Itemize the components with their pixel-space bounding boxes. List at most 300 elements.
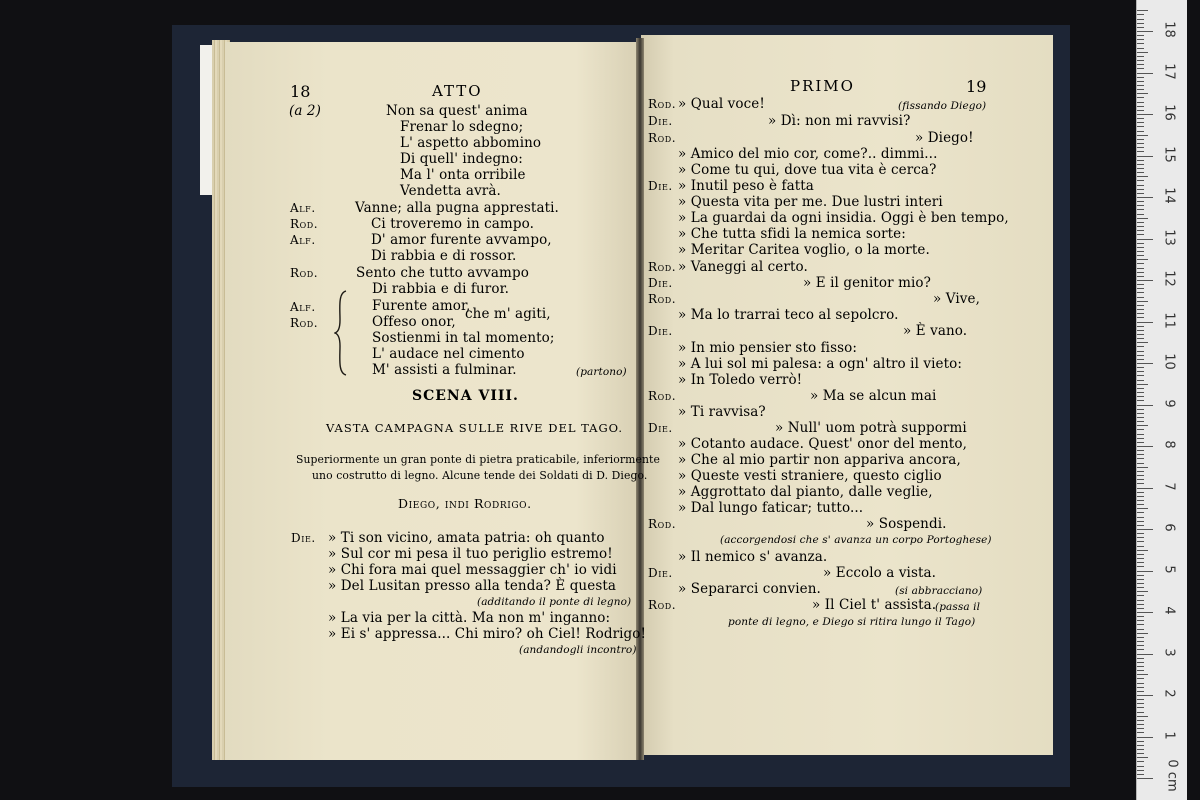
ruler-tick — [1137, 541, 1144, 542]
right-verse-line: » Meritar Caritea voglio, o la morte. — [678, 242, 930, 258]
right-verse-line: » Ti ravvisa? — [678, 404, 766, 420]
ruler-tick — [1137, 143, 1144, 144]
ruler-tick — [1137, 189, 1144, 190]
ruler-number: 10 — [1161, 353, 1177, 370]
ruler-tick — [1137, 222, 1144, 223]
ruler-tick — [1137, 147, 1144, 148]
ruler-tick — [1137, 268, 1144, 269]
right-speaker: Rod. — [648, 598, 677, 612]
ruler-tick — [1137, 716, 1148, 717]
ruler-tick — [1137, 488, 1153, 489]
ruler-tick — [1137, 558, 1144, 559]
ruler-tick — [1137, 554, 1144, 555]
ruler-tick — [1137, 637, 1144, 638]
ruler-tick — [1137, 600, 1144, 601]
right-stage-direction: (fissando Diego) — [898, 100, 987, 112]
left-verse-line: Sento che tutto avvampo — [356, 265, 529, 281]
ruler-tick — [1137, 27, 1144, 28]
speech-line-3: » Chi fora mai quel messaggier ch' io vidi — [328, 562, 617, 578]
speech-line-5: » La via per la città. Ma non m' inganno: — [328, 610, 611, 626]
left-speaker: Rod. — [290, 217, 319, 231]
right-speaker: Rod. — [648, 517, 677, 531]
speech-line-6: » Ei s' appressa... Chi miro? oh Ciel! Rodrigo! — [328, 626, 647, 642]
ruler-tick — [1137, 251, 1144, 252]
ruler-tick — [1137, 417, 1144, 418]
ruler-tick — [1137, 583, 1144, 584]
ruler-tick — [1137, 766, 1144, 767]
scene-title: SCENA VIII. — [412, 388, 519, 404]
ruler-tick — [1137, 305, 1144, 306]
right-speaker: Die. — [648, 179, 673, 193]
ruler-tick — [1137, 533, 1144, 534]
ruler-tick — [1137, 770, 1144, 771]
ruler-tick — [1137, 508, 1148, 509]
right-verse-line: » Dì: non mi ravvisi? — [768, 113, 911, 129]
ruler-tick — [1137, 160, 1144, 161]
ruler-tick — [1137, 201, 1144, 202]
ruler-tick — [1137, 197, 1153, 198]
left-verse-line: Di rabbia e di rossor. — [371, 248, 517, 264]
right-verse-line: » Cotanto audace. Quest' onor del mento, — [678, 436, 967, 452]
scene-characters: Diego, indi Rodrigo. — [398, 496, 532, 511]
left-verse-line: Ci troveremo in campo. — [371, 216, 534, 232]
ruler-tick — [1137, 724, 1144, 725]
measuring-ruler — [1136, 0, 1187, 800]
ruler-tick — [1137, 297, 1144, 298]
left-verse-line: Vendetta avrà. — [400, 183, 501, 199]
ruler-tick — [1137, 209, 1144, 210]
right-speaker: Rod. — [648, 131, 677, 145]
right-verse-line: » A lui sol mi palesa: a ogn' altro il vieto: — [678, 356, 963, 372]
right-speaker: Rod. — [648, 292, 677, 306]
ruler-tick — [1137, 214, 1144, 215]
ruler-tick — [1137, 263, 1144, 264]
scene-description-2: uno costrutto di legno. Alcune tende dei Soldati di D. Diego. — [312, 469, 648, 482]
ruler-number: 15 — [1161, 145, 1177, 163]
right-verse-line: » E il genitor mio? — [803, 275, 931, 291]
ruler-tick — [1137, 649, 1144, 650]
right-verse-line: » Che tutta sfidi la nemica sorte: — [678, 226, 906, 242]
ruler-tick — [1137, 753, 1144, 754]
right-verse-line: » Queste vesti straniere, questo ciglio — [678, 468, 942, 484]
ruler-tick — [1137, 151, 1144, 152]
ruler-tick — [1137, 595, 1144, 596]
ruler-tick — [1137, 566, 1144, 567]
ruler-tick — [1137, 226, 1144, 227]
stage-direction-partono: (partono) — [576, 366, 627, 378]
ruler-tick — [1137, 483, 1144, 484]
running-head-left: ATTO — [432, 82, 483, 100]
ruler-tick — [1137, 247, 1144, 248]
duet-line-2: Offeso onor, — [372, 314, 456, 330]
ruler-tick — [1137, 683, 1144, 684]
ruler-tick — [1137, 732, 1144, 733]
duet-line-3: Sostienmi in tal momento; — [372, 330, 555, 346]
ruler-tick — [1137, 687, 1144, 688]
ruler-tick — [1137, 409, 1144, 410]
ruler-number: 4 — [1161, 606, 1177, 615]
ruler-tick — [1137, 346, 1144, 347]
ruler-tick — [1137, 641, 1144, 642]
right-speaker: Die. — [648, 566, 673, 580]
ruler-tick — [1137, 73, 1153, 74]
ruler-tick — [1137, 367, 1144, 368]
duet-line-4: L' audace nel cimento — [372, 346, 525, 362]
left-verse-line: Di quell' indegno: — [400, 151, 523, 167]
ruler-tick — [1137, 624, 1144, 625]
speech-line-1: » Ti son vicino, amata patria: oh quanto — [328, 530, 605, 546]
ruler-tick — [1137, 371, 1144, 372]
ruler-tick — [1137, 525, 1144, 526]
duet-line-1b: che m' agiti, — [465, 306, 551, 322]
ruler-tick — [1137, 562, 1144, 563]
speech-speaker-die: Die. — [291, 531, 316, 545]
stage-direction-accorgendosi: (accorgendosi che s' avanza un corpo Portoghese) — [720, 534, 992, 546]
ruler-tick — [1137, 97, 1144, 98]
ruler-tick — [1137, 529, 1153, 530]
ruler-number: 9 — [1161, 398, 1177, 408]
ruler-tick — [1137, 168, 1144, 169]
ruler-tick — [1137, 467, 1148, 468]
ruler-tick — [1137, 110, 1144, 111]
ruler-tick — [1137, 280, 1153, 281]
right-verse-line: » Amico del mio cor, come?.. dimmi... — [678, 146, 938, 162]
ruler-tick — [1137, 355, 1144, 356]
ruler-tick — [1137, 695, 1153, 696]
ruler-tick — [1137, 604, 1144, 605]
left-verse-line: Vanne; alla pugna apprestati. — [355, 200, 559, 216]
right-verse-line: » È vano. — [903, 323, 968, 339]
ruler-tick — [1137, 450, 1144, 451]
ruler-tick — [1137, 10, 1148, 11]
ruler-tick — [1137, 239, 1153, 240]
ruler-tick — [1137, 375, 1144, 376]
ruler-tick — [1137, 180, 1144, 181]
duet-line-5: M' assisti a fulminar. — [372, 362, 517, 378]
right-verse-line: » Vive, — [933, 291, 980, 307]
ruler-number: 12 — [1161, 270, 1177, 287]
ruler-tick — [1137, 139, 1144, 140]
ruler-tick — [1137, 720, 1144, 721]
ruler-tick — [1137, 172, 1144, 173]
ruler-tick — [1137, 255, 1144, 256]
ruler-tick — [1137, 666, 1144, 667]
right-speaker: Die. — [648, 421, 673, 435]
ruler-tick — [1137, 674, 1148, 675]
ruler-tick — [1137, 479, 1144, 480]
right-verse-line: » Sospendi. — [866, 516, 947, 532]
ruler-tick — [1137, 703, 1144, 704]
ruler-tick — [1137, 492, 1144, 493]
ruler-number: 3 — [1161, 647, 1177, 657]
ruler-tick — [1137, 313, 1144, 314]
ruler-tick — [1137, 243, 1144, 244]
ruler-tick — [1137, 761, 1144, 762]
ruler-tick — [1137, 712, 1144, 713]
ruler-tick — [1137, 288, 1144, 289]
ruler-tick — [1137, 633, 1148, 634]
ruler-tick — [1137, 284, 1144, 285]
ruler-tick — [1137, 176, 1148, 177]
ruler-tick — [1137, 342, 1148, 343]
right-verse-line: » Vaneggi al certo. — [678, 259, 808, 275]
ruler-tick — [1137, 338, 1144, 339]
ruler-number: 16 — [1161, 104, 1177, 121]
ruler-number: 1 — [1161, 730, 1177, 740]
ruler-tick — [1137, 691, 1144, 692]
right-verse-line: » Null' uom potrà suppormi — [775, 420, 967, 436]
ruler-tick — [1137, 463, 1144, 464]
left-verse-line: Ma l' onta orribile — [400, 167, 526, 183]
right-verse-line: » Eccolo a vista. — [823, 565, 937, 581]
ruler-tick — [1137, 135, 1148, 136]
stage-direction-additando: (additando il ponte di legno) — [477, 596, 632, 608]
ruler-tick — [1137, 757, 1148, 758]
ruler-tick — [1137, 185, 1144, 186]
ruler-tick — [1137, 608, 1144, 609]
ruler-tick — [1137, 471, 1144, 472]
ruler-tick — [1137, 629, 1144, 630]
ruler-tick — [1137, 707, 1144, 708]
ruler-tick — [1137, 429, 1144, 430]
ruler-tick — [1137, 438, 1144, 439]
ruler-tick — [1137, 778, 1153, 779]
ruler-tick — [1137, 19, 1144, 20]
paper-tab — [200, 45, 212, 195]
ruler-tick — [1137, 546, 1144, 547]
left-verse-line: Di rabbia e di furor. — [372, 281, 510, 297]
ruler-tick — [1137, 363, 1153, 364]
ruler-number: 8 — [1161, 440, 1177, 449]
ruler-tick — [1137, 292, 1144, 293]
ruler-tick — [1137, 334, 1144, 335]
right-verse-line: » Inutil peso è fatta — [678, 178, 814, 194]
right-verse-line: » Come tu qui, dove tua vita è cerca? — [678, 162, 937, 178]
right-verse-line: » Il Ciel t' assista. — [812, 597, 937, 613]
page-number-left: 18 — [290, 82, 311, 101]
right-stage-direction: (si abbracciano) — [895, 585, 983, 597]
ruler-tick — [1137, 454, 1144, 455]
ruler-tick — [1137, 102, 1144, 103]
stage-direction-passa-1: (passa il — [935, 601, 981, 613]
ruler-tick — [1137, 326, 1144, 327]
ruler-tick — [1137, 434, 1144, 435]
ruler-tick — [1137, 658, 1144, 659]
ruler-tick — [1137, 131, 1144, 132]
ruler-tick — [1137, 400, 1144, 401]
ruler-number: 18 — [1161, 21, 1177, 38]
ruler-tick — [1137, 43, 1144, 44]
right-speaker: Rod. — [648, 389, 677, 403]
ruler-tick — [1137, 749, 1144, 750]
ruler-tick — [1137, 587, 1144, 588]
ruler-tick — [1137, 39, 1144, 40]
ruler-tick — [1137, 272, 1144, 273]
ruler-tick — [1137, 52, 1148, 53]
ruler-tick — [1137, 114, 1153, 115]
scene-description-1: Superiormente un gran ponte di pietra praticabile, inferiormente — [296, 453, 660, 466]
ruler-tick — [1137, 737, 1153, 738]
ruler-tick — [1137, 517, 1144, 518]
ruler-tick — [1137, 458, 1144, 459]
ruler-tick — [1137, 234, 1144, 235]
right-speaker: Rod. — [648, 260, 677, 274]
right-speaker: Die. — [648, 114, 673, 128]
ruler-tick — [1137, 218, 1148, 219]
ruler-tick — [1137, 122, 1144, 123]
ruler-tick — [1137, 60, 1144, 61]
right-verse-line: » Il nemico s' avanza. — [678, 549, 828, 565]
right-speaker: Rod. — [648, 97, 677, 111]
ruler-number: 2 — [1161, 689, 1177, 698]
ruler-tick — [1137, 678, 1144, 679]
ruler-tick — [1137, 620, 1144, 621]
ruler-tick — [1137, 728, 1144, 729]
ruler-tick — [1137, 330, 1144, 331]
ruler-tick — [1137, 322, 1153, 323]
right-speaker: Die. — [648, 324, 673, 338]
right-verse-line: » Separarci convien. — [678, 581, 821, 597]
ruler-tick — [1137, 396, 1144, 397]
ruler-unit-label: 0 cm — [1164, 759, 1180, 792]
ruler-tick — [1137, 774, 1144, 775]
page-number-right: 19 — [966, 77, 987, 96]
ruler-tick — [1137, 317, 1144, 318]
ruler-number: 5 — [1161, 564, 1177, 574]
ruler-tick — [1137, 571, 1153, 572]
right-verse-line: » In Toledo verrò! — [678, 372, 803, 388]
ruler-tick — [1137, 164, 1144, 165]
ruler-tick — [1137, 405, 1153, 406]
ruler-tick — [1137, 68, 1144, 69]
ruler-tick — [1137, 413, 1144, 414]
left-verse-line: Non sa quest' anima — [386, 103, 528, 119]
ruler-tick — [1137, 89, 1144, 90]
ruler-tick — [1137, 591, 1148, 592]
ruler-tick — [1137, 388, 1144, 389]
left-verse-line: Frenar lo sdegno; — [400, 119, 524, 135]
ruler-number: 17 — [1161, 62, 1177, 80]
ruler-tick — [1137, 14, 1144, 15]
right-verse-line: » In mio pensier sto fisso: — [678, 340, 858, 356]
right-verse-line: » Aggrottato dal pianto, dalle veglie, — [678, 484, 933, 500]
ruler-tick — [1137, 745, 1144, 746]
left-speaker: Alf. — [290, 233, 316, 247]
ruler-tick — [1137, 156, 1153, 157]
running-head-right: PRIMO — [790, 77, 855, 95]
ruler-number: 11 — [1161, 311, 1177, 329]
ruler-tick — [1137, 645, 1144, 646]
ruler-tick — [1137, 118, 1144, 119]
ruler-tick — [1137, 612, 1153, 613]
ruler-tick — [1137, 446, 1153, 447]
ruler-tick — [1137, 230, 1144, 231]
ruler-tick — [1137, 475, 1144, 476]
ruler-number: 7 — [1161, 481, 1177, 491]
ruler-number: 13 — [1161, 228, 1177, 246]
ruler-tick — [1137, 670, 1144, 671]
speech-line-2: » Sul cor mi pesa il tuo periglio estremo! — [328, 546, 613, 562]
ruler-tick — [1137, 699, 1144, 700]
stage-direction-passa-2: ponte di legno, e Diego si ritira lungo il Tago) — [728, 616, 976, 628]
stage-direction-andandogli: (andandogli incontro) — [519, 644, 637, 656]
ruler-tick — [1137, 741, 1144, 742]
right-verse-line: » Diego! — [915, 130, 974, 146]
ruler-tick — [1137, 380, 1144, 381]
ruler-tick — [1137, 359, 1144, 360]
ruler-tick — [1137, 442, 1144, 443]
ruler-tick — [1137, 259, 1148, 260]
ruler-tick — [1137, 662, 1144, 663]
right-speaker: Die. — [648, 276, 673, 290]
ruler-tick — [1137, 425, 1148, 426]
right-verse-line: » Ma se alcun mai — [810, 388, 937, 404]
ruler-tick — [1137, 575, 1144, 576]
left-verse-line: D' amor furente avvampo, — [371, 232, 552, 248]
ruler-tick — [1137, 93, 1148, 94]
ruler-tick — [1137, 23, 1144, 24]
ruler-tick — [1137, 521, 1144, 522]
right-verse-line: » La guardai da ogni insidia. Oggi è ben tempo, — [678, 210, 1009, 226]
ruler-tick — [1137, 579, 1144, 580]
ruler-tick — [1137, 616, 1144, 617]
ruler-tick — [1137, 81, 1144, 82]
ruler-number: 14 — [1161, 187, 1177, 204]
ruler-tick — [1137, 351, 1144, 352]
ruler-tick — [1137, 537, 1144, 538]
ruler-tick — [1137, 64, 1144, 65]
ruler-tick — [1137, 512, 1144, 513]
left-speaker: Alf. — [290, 201, 316, 215]
right-verse-line: » Questa vita per me. Due lustri interi — [678, 194, 943, 210]
ruler-tick — [1137, 106, 1144, 107]
speech-line-4: » Del Lusitan presso alla tenda? È questa — [328, 578, 617, 594]
left-speaker: Rod. — [290, 266, 319, 280]
ruler-tick — [1137, 500, 1144, 501]
speaker-a2: (a 2) — [289, 103, 321, 119]
right-verse-line: » Che al mio partir non appariva ancora, — [678, 452, 961, 468]
ruler-tick — [1137, 126, 1144, 127]
duet-speaker-2: Rod. — [290, 316, 319, 330]
right-verse-line: » Dal lungo faticar; tutto... — [678, 500, 864, 516]
ruler-tick — [1137, 85, 1144, 86]
ruler-tick — [1137, 421, 1144, 422]
ruler-tick — [1137, 550, 1148, 551]
ruler-tick — [1137, 654, 1153, 655]
ruler-tick — [1137, 193, 1144, 194]
ruler-tick — [1137, 276, 1144, 277]
left-verse-line: L' aspetto abbomino — [400, 135, 542, 151]
ruler-number: 6 — [1161, 523, 1177, 532]
ruler-tick — [1137, 31, 1153, 32]
ruler-tick — [1137, 309, 1144, 310]
right-verse-line: » Ma lo trarrai teco al sepolcro. — [678, 307, 899, 323]
right-verse-line: » Qual voce! — [678, 96, 765, 112]
ruler-tick — [1137, 77, 1144, 78]
duet-line-1: Furente amor, — [372, 298, 471, 314]
duet-speaker-1: Alf. — [290, 300, 316, 314]
book-gutter — [636, 38, 644, 760]
ruler-tick — [1137, 35, 1144, 36]
scene-place: VASTA CAMPAGNA SULLE RIVE DEL TAGO. — [326, 421, 624, 435]
ruler-tick — [1137, 384, 1148, 385]
ruler-tick — [1137, 504, 1144, 505]
ruler-tick — [1137, 301, 1148, 302]
ruler-tick — [1137, 56, 1144, 57]
ruler-tick — [1137, 48, 1144, 49]
ruler-tick — [1137, 392, 1144, 393]
ruler-tick — [1137, 205, 1144, 206]
